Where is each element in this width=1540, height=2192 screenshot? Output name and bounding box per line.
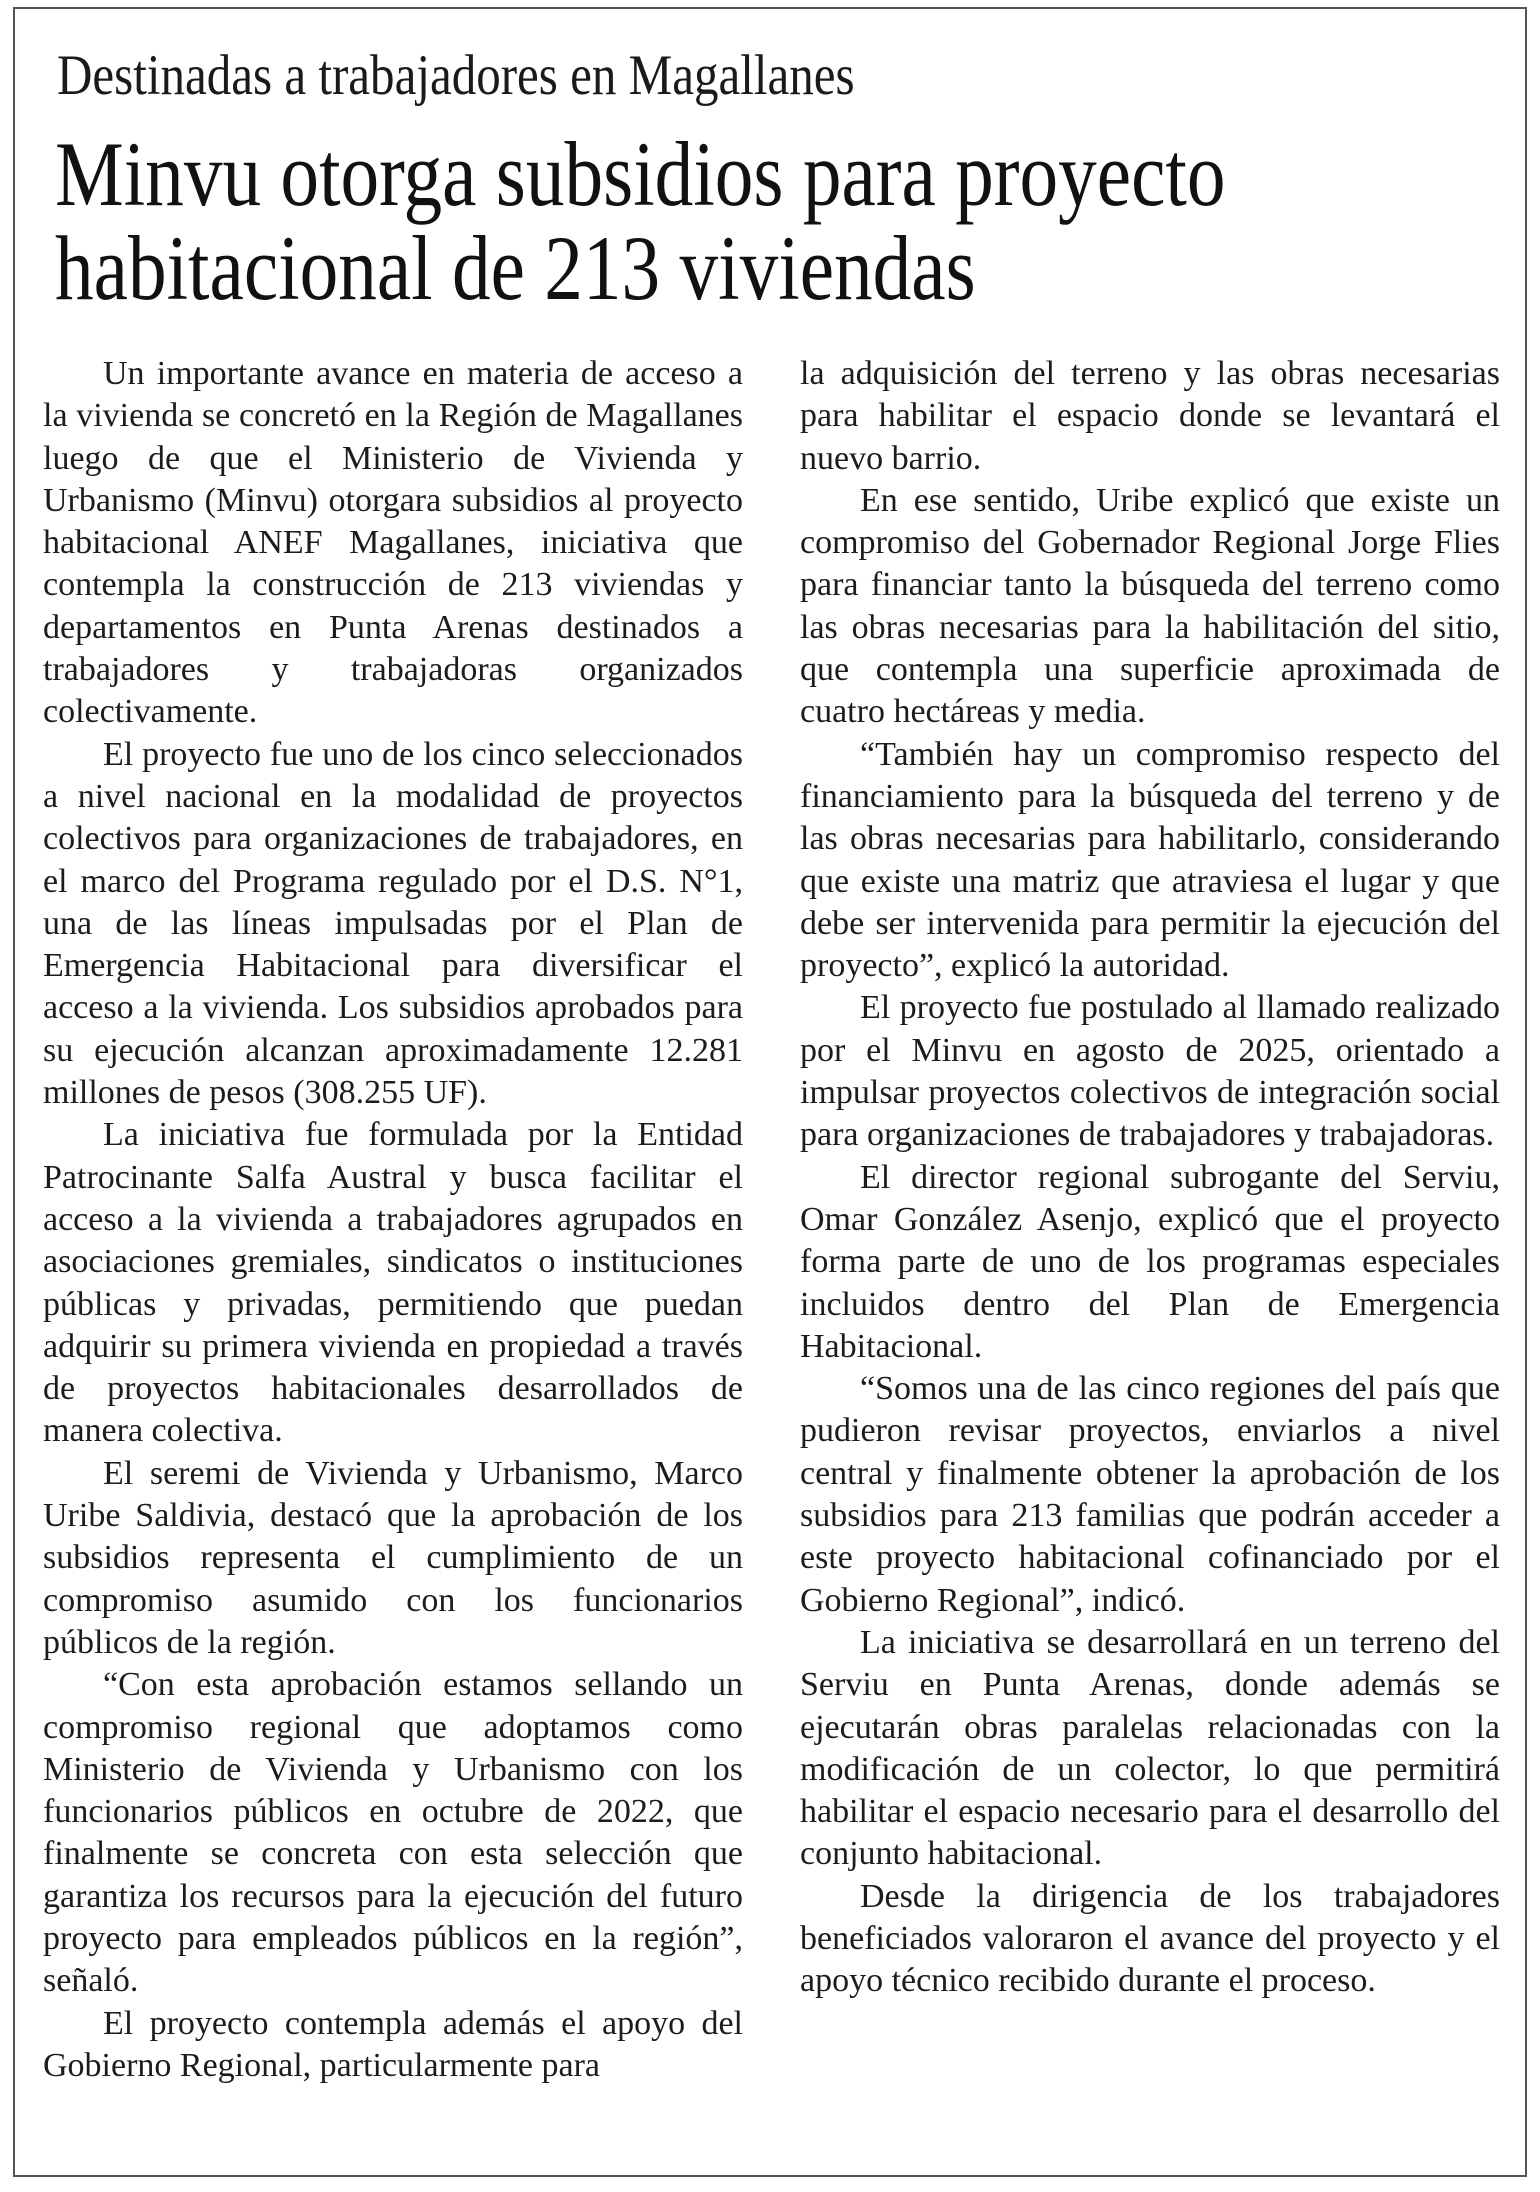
- body-paragraph: El seremi de Vivienda y Urbanismo, Marco Uribe Saldivia, destacó que la aprobación de los subsidios representa el cumplimiento de un compromiso asumido con los funcionarios públicos de la región.: [43, 1454, 743, 1661]
- article-headline: [55, 123, 1226, 319]
- headline-line-1: Minvu otorga subsidios para proyecto: [55, 123, 1226, 225]
- body-paragraph: Desde la dirigencia de los trabajadores beneficiados valoraron el avance del proyecto y el apoyo técnico recibido durante el proceso.: [800, 1877, 1500, 2000]
- quote-paragraph: “Somos una de las cinco regiones del país que pudieron revisar proyectos, enviarlos a nivel central y finalmente obtener la aprobación de los subsidios para 213 familias que podrán acceder a este proyecto habitacional cofinanciado por el Gobierno Regional”, indicó.: [800, 1370, 1500, 1619]
- body-paragraph-continuation: la adquisición del terreno y las obras necesarias para habilitar el espacio donde se levantará el nuevo barrio.: [800, 355, 1500, 477]
- quote-paragraph: “También hay un compromiso respecto del financiamiento para la búsqueda del terreno y de las obras necesarias para habilitarlo, considerando que existe una matriz que atraviesa el lugar y que debe ser intervenida para permitir la ejecución del proyecto”, explicó la autoridad.: [800, 735, 1500, 985]
- body-paragraph: El proyecto fue postulado al llamado realizado por el Minvu en agosto de 2025, orientado a impulsar proyectos colectivos de integración social para organizaciones de trabajadores y trabajadoras.: [800, 989, 1500, 1154]
- body-paragraph: La iniciativa se desarrollará en un terreno del Serviu en Punta Arenas, donde además se ejecutarán obras paralelas relacionadas con la modificación de un colector, lo que permitirá habilitar el espacio necesario para el desarrollo del conjunto habitacional.: [800, 1623, 1500, 1873]
- body-paragraph: Un importante avance en materia de acceso a la vivienda se concretó en la Región de Magallanes luego de que el Ministerio de Vivienda y Urbanismo (Minvu) otorgara subsidios al proyecto habitacional ANEF Magallanes, iniciativa que contempla la construcción de 213 viviendas y departamentos en Punta Arenas destinados a trabajadores y trabajadoras organizados colectivamente.: [43, 355, 743, 731]
- headline-line-2: habitacional de 213 viviendas: [55, 217, 976, 319]
- quote-paragraph: “Con esta aprobación estamos sellando un compromiso regional que adoptamos como Ministerio de Vivienda y Urbanismo con los funcionarios públicos en octubre de 2022, que finalmente se concreta con esta selección que garantiza los recursos para la ejecución del futuro proyecto para empleados públicos en la región”, señaló.: [43, 1666, 743, 2000]
- body-paragraph: En ese sentido, Uribe explicó que existe un compromiso del Gobernador Regional Jorge Flies para financiar tanto la búsqueda del terreno como las obras necesarias para la habilitación del sitio, que contempla una superficie aproximada de cuatro hectáreas y media.: [800, 481, 1500, 731]
- body-paragraph: El proyecto fue uno de los cinco seleccionados a nivel nacional en la modalidad de proyectos colectivos para organizaciones de trabajadores, en el marco del Programa regulado por el D.S. N°1, una de las líneas impulsadas por el Plan de Emergencia Habitacional para diversificar el acceso a la vivienda. Los subsidios aprobados para su ejecución alcanzan aproximadamente 12.281 millones de pesos (308.255 UF).: [43, 735, 743, 1112]
- article-column-right: [800, 353, 1500, 2003]
- article-kicker: Destinadas a trabajadores en Magallanes: [57, 44, 855, 107]
- body-paragraph: La iniciativa fue formulada por la Entidad Patrocinante Salfa Austral y busca facilitar el acceso a la vivienda a trabajadores agrupados en asociaciones gremiales, sindicatos o instituciones públicas y privadas, permitiendo que puedan adquirir su primera vivienda en propiedad a través de proyectos habitacionales desarrollados de manera colectiva.: [43, 1116, 743, 1450]
- body-paragraph: El director regional subrogante del Serviu, Omar González Asenjo, explicó que el proyecto forma parte de uno de los programas especiales incluidos dentro del Plan de Emergencia Habitacional.: [800, 1158, 1500, 1365]
- article-column-left: [43, 353, 743, 2087]
- body-paragraph: El proyecto contempla además el apoyo del Gobierno Regional, particularmente para: [43, 2004, 743, 2084]
